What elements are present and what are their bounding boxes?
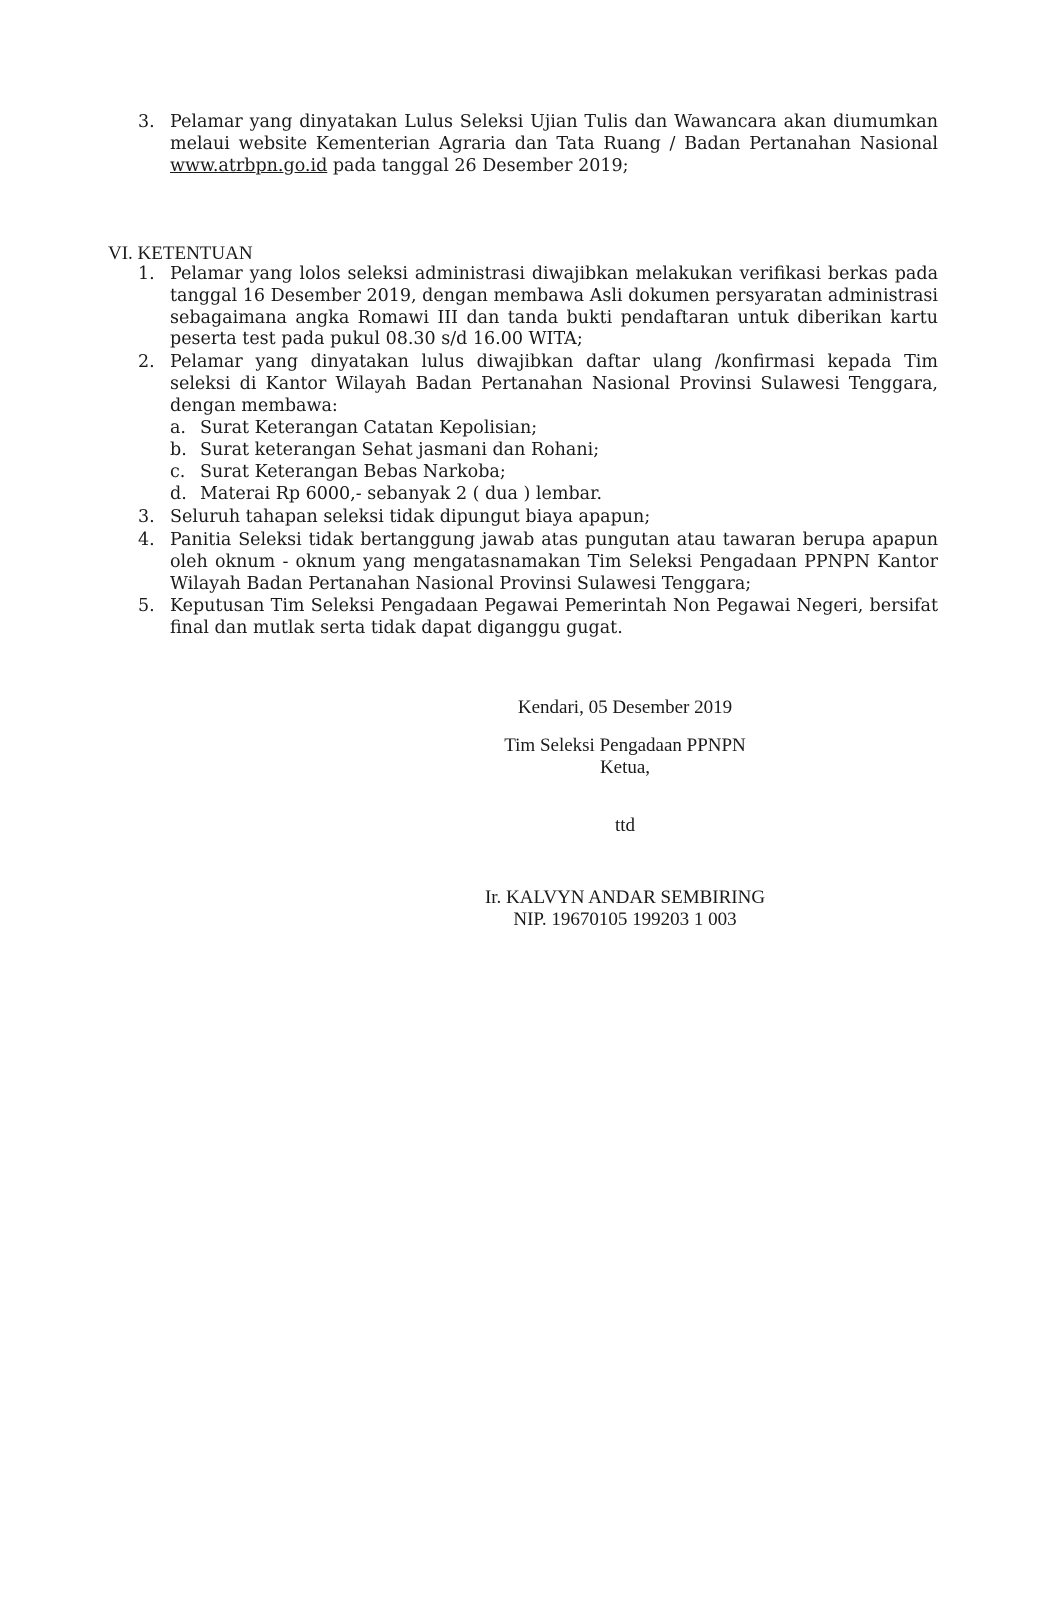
subitem-letter: b.	[170, 440, 187, 460]
signature-role: Ketua,	[599, 757, 651, 778]
website-link[interactable]: www.atrbpn.go.id	[170, 155, 328, 176]
ketentuan-item-2	[138, 352, 938, 417]
item-number: 5.	[138, 596, 155, 616]
section-title: VI. KETENTUAN	[108, 243, 253, 264]
ketentuan-item-5	[138, 596, 938, 640]
ketentuan-subitem-b	[170, 440, 910, 462]
subitem-text: Surat Keterangan Catatan Kepolisian;	[200, 418, 538, 438]
signature-team: Tim Seleksi Pengadaan PPNPN	[504, 735, 746, 756]
signature-nip: NIP. 19670105 199203 1 003	[513, 909, 737, 930]
ketentuan-item-4	[138, 530, 938, 595]
ketentuan-subitem-d	[170, 484, 910, 506]
subitem-letter: d.	[170, 484, 187, 504]
item-text: Pelamar yang dinyatakan lulus diwajibkan daftar ulang /konfirmasi kepada Tim seleksi di Kantor Wilayah Badan Pertanahan Nasional Provinsi Sulawesi Tenggara, dengan membawa:	[170, 352, 938, 416]
subitem-text: Surat Keterangan Bebas Narkoba;	[200, 462, 506, 482]
signature-mark: ttd	[614, 815, 636, 836]
ketentuan-subitem-a	[170, 418, 910, 440]
subitem-letter: c.	[170, 462, 186, 482]
subitem-text: Materai Rp 6000,- sebanyak 2 ( dua ) lembar.	[200, 484, 603, 504]
item-number: 3.	[138, 112, 155, 132]
item-number: 3.	[138, 507, 155, 527]
ketentuan-item-3	[138, 507, 938, 529]
announcement-item-3	[138, 112, 938, 177]
ketentuan-item-1	[138, 264, 938, 351]
signature-name: Ir. KALVYN ANDAR SEMBIRING	[484, 887, 766, 908]
item-text: Seluruh tahapan seleksi tidak dipungut biaya apapun;	[170, 507, 651, 527]
item-text: Pelamar yang lolos seleksi administrasi diwajibkan melakukan verifikasi berkas pada tanggal 16 Desember 2019, dengan membawa Asli dokumen persyaratan administrasi sebagaimana angka Romawi III dan tanda bukti pendaftaran untuk diberikan kartu peserta test pada pukul 08.30 s/d 16.00 WITA;	[170, 264, 938, 350]
item-text: Panitia Seleksi tidak bertanggung jawab atas pungutan atau tawaran berupa apapun oleh oknum - oknum yang mengatasnamakan Tim Seleksi Pengadaan PPNPN Kantor Wilayah Badan Pertanahan Nasional Provinsi Sulawesi Tenggara;	[170, 530, 938, 594]
signature-place-date: Kendari, 05 Desember 2019	[517, 697, 733, 718]
item-number: 2.	[138, 352, 155, 372]
ketentuan-subitem-c	[170, 462, 910, 484]
item-number: 4.	[138, 530, 155, 550]
item-text: Keputusan Tim Seleksi Pengadaan Pegawai Pemerintah Non Pegawai Negeri, bersifat final dan mutlak serta tidak dapat diganggu gugat.	[170, 596, 938, 638]
item-text: Pelamar yang dinyatakan Lulus Seleksi Ujian Tulis dan Wawancara akan diumumkan melaui website Kementerian Agraria dan Tata Ruang / Badan Pertanahan Nasional www.atrbpn.go.id pada tanggal 26 Desember 2019;	[170, 112, 938, 176]
item-number: 1.	[138, 264, 155, 284]
subitem-letter: a.	[170, 418, 186, 438]
subitem-text: Surat keterangan Sehat jasmani dan Rohani;	[200, 440, 600, 460]
